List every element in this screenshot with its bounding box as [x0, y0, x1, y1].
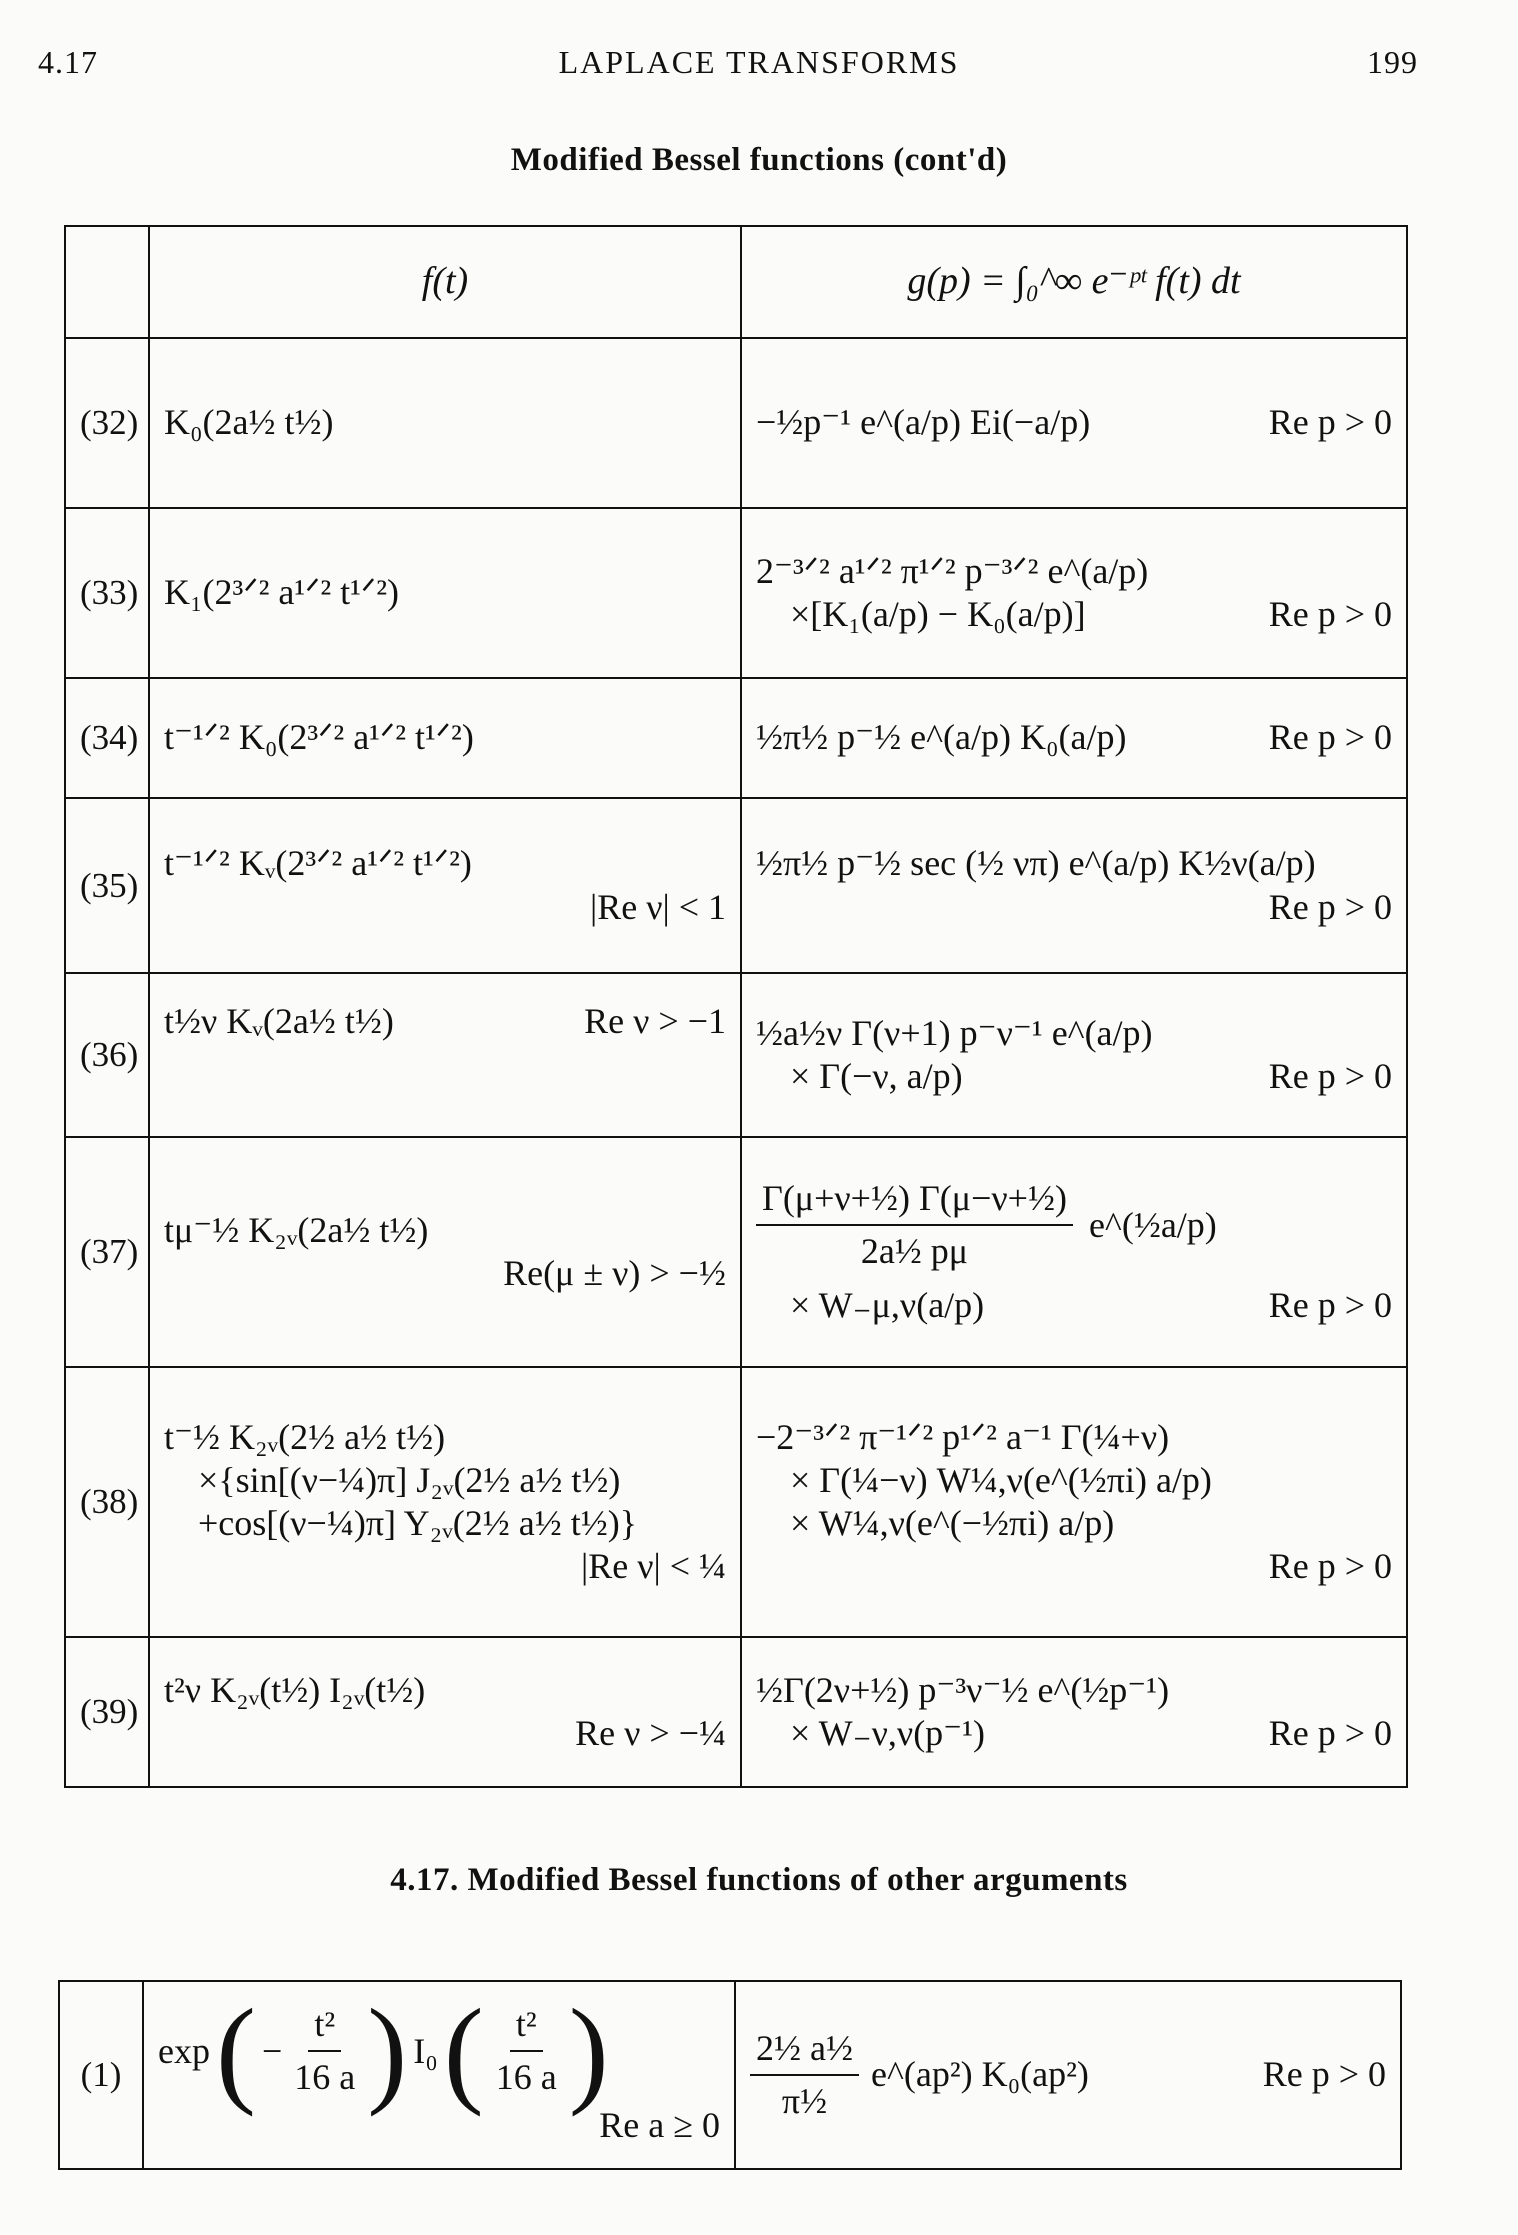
- g-formula-line-2: ×[K₁(a/p) − K₀(a/p)]: [790, 594, 1086, 634]
- g-formula: ½Γ(2ν+½) p⁻³ν⁻½ e^(½p⁻¹): [756, 1669, 1170, 1710]
- right-paren: ): [568, 1984, 609, 2118]
- f-formula: t²ν K₂ᵥ(t½) I₂ᵥ(t½): [164, 1669, 426, 1710]
- g-formula: 2⁻³ᐟ² a¹ᐟ² π¹ᐟ² p⁻³ᐟ² e^(a/p): [756, 550, 1149, 591]
- f-cell: [149, 508, 741, 678]
- g-cell: [735, 1981, 1401, 2169]
- f-cell: [143, 1981, 735, 2169]
- row-number: (38): [65, 1367, 149, 1637]
- table-row: [65, 338, 1407, 508]
- f-formula: tμ⁻½ K₂ᵥ(2a½ t½): [164, 1209, 429, 1250]
- g-cell: [741, 798, 1407, 973]
- g-condition: Re p > 0: [1262, 2054, 1386, 2095]
- g-condition: Re p > 0: [1268, 717, 1392, 758]
- page-number: 199: [1367, 44, 1418, 80]
- section-number: 4.17: [38, 44, 98, 80]
- f-condition: Re a ≥ 0: [599, 2104, 720, 2145]
- g-cell: [741, 973, 1407, 1137]
- f-fraction-numerator: t²: [308, 2003, 341, 2052]
- g-cell: [741, 1137, 1407, 1367]
- section-heading: 4.17. Modified Bessel functions of other arguments: [390, 1862, 1128, 1898]
- row-number: (1): [59, 1981, 143, 2169]
- left-paren: (: [215, 1984, 256, 2118]
- table-row: [65, 1637, 1407, 1787]
- table-header-row: [65, 226, 1407, 338]
- running-title: LAPLACE TRANSFORMS: [558, 44, 960, 80]
- transform-table: [64, 225, 1408, 1788]
- f-fraction-denominator: 16 a: [495, 2057, 557, 2098]
- table-caption-top: Modified Bessel functions (cont'd): [510, 142, 1008, 178]
- g-condition: Re p > 0: [1268, 402, 1392, 443]
- header-g: g(p) = ∫₀^∞ e⁻ᵖᵗ f(t) dt: [741, 226, 1407, 338]
- f-cell: [149, 338, 741, 508]
- g-cell: [741, 1367, 1407, 1637]
- f-formula-line-3: +cos[(ν−¼)π] Y₂ᵥ(2½ a½ t½)}: [198, 1503, 638, 1543]
- g-formula: −2⁻³ᐟ² π⁻¹ᐟ² p¹ᐟ² a⁻¹ Γ(¼+ν): [756, 1416, 1170, 1457]
- table-row: [65, 508, 1407, 678]
- g-condition: Re p > 0: [1268, 886, 1392, 927]
- g-condition: Re p > 0: [1268, 1056, 1392, 1096]
- row-number: (34): [65, 678, 149, 798]
- transform-table-2: [58, 1980, 1402, 2170]
- f-formula-line-2: ×{sin[(ν−¼)π] J₂ᵥ(2½ a½ t½): [198, 1459, 621, 1500]
- table-row: [65, 973, 1407, 1137]
- table-row: [65, 1137, 1407, 1367]
- f-formula: K₀(2a½ t½): [164, 402, 334, 443]
- f-formula: t⁻½ K₂ᵥ(2½ a½ t½): [164, 1416, 446, 1457]
- f-fraction-denominator: 16 a: [294, 2057, 356, 2098]
- f-cell: [149, 798, 741, 973]
- row-number: (32): [65, 338, 149, 508]
- f-condition: |Re ν| < 1: [590, 886, 726, 927]
- g-cell: [741, 338, 1407, 508]
- f-fraction-2: [490, 2003, 563, 2099]
- g-formula: ½a½ν Γ(ν+1) p⁻ν⁻¹ e^(a/p): [756, 1012, 1153, 1053]
- f-cell: [149, 973, 741, 1137]
- table-row: [65, 678, 1407, 798]
- g-formula: −½p⁻¹ e^(a/p) Ei(−a/p): [756, 402, 1091, 443]
- bessel-i0: I₀: [413, 2030, 438, 2071]
- f-condition: Re ν > −1: [584, 1001, 726, 1041]
- row-number: (36): [65, 973, 149, 1137]
- g-formula-line-2: × W₋ν,ν(p⁻¹): [790, 1713, 985, 1753]
- g-formula-line-2: × Γ(−ν, a/p): [790, 1056, 963, 1096]
- header-blank-cell: [65, 226, 149, 338]
- f-condition: Re ν > −¼: [575, 1713, 726, 1753]
- header-f: f(t): [149, 226, 741, 338]
- f-cell: [149, 678, 741, 798]
- f-condition: |Re ν| < ¼: [581, 1546, 726, 1587]
- g-cell: [741, 508, 1407, 678]
- f-fraction-1: [288, 2003, 361, 2099]
- g-formula: ½π½ p⁻½ e^(a/p) K₀(a/p): [756, 717, 1127, 758]
- row-number: (35): [65, 798, 149, 973]
- g-formula-line-2: × Γ(¼−ν) W¼,ν(e^(½πi) a/p): [790, 1459, 1212, 1500]
- g-fraction-denominator: π½: [781, 2081, 828, 2121]
- f-formula: t⁻¹ᐟ² Kᵥ(2³ᐟ² a¹ᐟ² t¹ᐟ²): [164, 843, 472, 884]
- row-number: (37): [65, 1137, 149, 1367]
- exp-label: exp: [158, 2030, 210, 2071]
- row-number: (39): [65, 1637, 149, 1787]
- g-formula: e^(ap²) K₀(ap²): [870, 2054, 1089, 2095]
- table-row: [65, 1367, 1407, 1637]
- f-formula: K₁(2³ᐟ² a¹ᐟ² t¹ᐟ²): [164, 572, 399, 613]
- g-exponential: e^(½a/p): [1088, 1204, 1217, 1245]
- f-cell: [149, 1137, 741, 1367]
- g-condition: Re p > 0: [1268, 1284, 1392, 1325]
- f-cell: [149, 1367, 741, 1637]
- table-row: [59, 1981, 1401, 2169]
- g-fraction: [750, 2027, 859, 2123]
- minus-sign: −: [261, 2030, 283, 2071]
- f-fraction-numerator: t²: [510, 2003, 543, 2052]
- row-number: (33): [65, 508, 149, 678]
- g-formula: ½π½ p⁻½ sec (½ νπ) e^(a/p) K½ν(a/p): [756, 843, 1316, 884]
- g-condition: Re p > 0: [1268, 1546, 1392, 1587]
- g-cell: [741, 1637, 1407, 1787]
- g-cell: [741, 678, 1407, 798]
- g-condition: Re p > 0: [1268, 594, 1392, 634]
- g-formula-line-2: × W₋μ,ν(a/p): [790, 1284, 985, 1325]
- g-fraction-numerator: 2½ a½: [750, 2027, 859, 2076]
- f-formula: t½ν Kᵥ(2a½ t½): [164, 1001, 394, 1041]
- g-condition: Re p > 0: [1268, 1713, 1392, 1753]
- g-formula-line-3: × W¼,ν(e^(−½πi) a/p): [790, 1503, 1115, 1543]
- table-row: [65, 798, 1407, 973]
- g-fraction-denominator: 2a½ pμ: [860, 1231, 969, 1272]
- f-formula: t⁻¹ᐟ² K₀(2³ᐟ² a¹ᐟ² t¹ᐟ²): [164, 717, 474, 758]
- right-paren: ): [367, 1984, 408, 2118]
- f-cell: [149, 1637, 741, 1787]
- g-fraction: [756, 1177, 1073, 1273]
- f-condition: Re(μ ± ν) > −½: [503, 1253, 726, 1293]
- left-paren: (: [443, 1984, 484, 2118]
- g-fraction-numerator: Γ(μ+ν+½) Γ(μ−ν+½): [756, 1177, 1073, 1226]
